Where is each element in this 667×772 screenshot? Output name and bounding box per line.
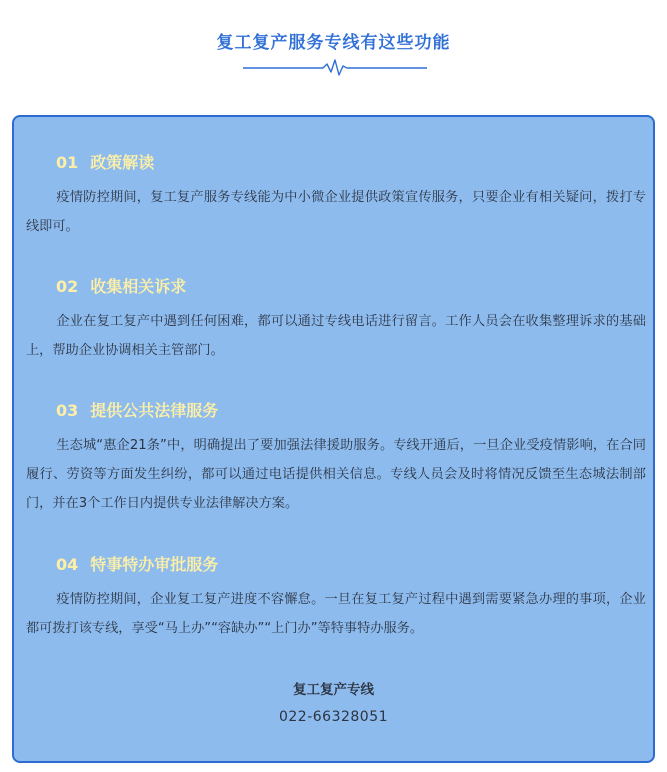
section-heading: 特事特办审批服务 [90, 555, 219, 574]
section-number: 03 [56, 401, 79, 420]
section-title [26, 275, 646, 299]
section-number: 01 [56, 153, 79, 172]
section-heading: 收集相关诉求 [90, 277, 187, 296]
page-title: 复工复产服务专线有这些功能 [216, 33, 451, 53]
section-heading: 政策解读 [90, 153, 155, 172]
hotline-title: 复工复产专线 [293, 682, 374, 698]
section-body: 疫情防控期间，企业复工复产进度不容懈怠。一旦在复工复产过程中遇到需要紧急办理的事项，企业都可拨打该专线，享受“马上办”“容缺办”“上门办”等特事特办服务。 [26, 592, 646, 636]
heartbeat-line-icon [243, 58, 427, 76]
hotline-phone: 022-66328051 [278, 709, 389, 725]
section-policy [26, 151, 646, 241]
section-title [26, 151, 646, 175]
section-number: 02 [56, 277, 79, 296]
content-card [12, 115, 655, 763]
section-body: 疫情防控期间，复工复产服务专线能为中小微企业提供政策宣传服务，只要企业有相关疑问，拨打专线即可。 [26, 190, 646, 234]
section-approval [26, 553, 646, 643]
section-legal [26, 399, 646, 518]
section-title [26, 553, 646, 577]
section-title [26, 399, 646, 423]
section-appeals [26, 275, 646, 365]
section-heading: 提供公共法律服务 [90, 401, 219, 420]
section-body: 企业在复工复产中遇到任何困难，都可以通过专线电话进行留言。工作人员会在收集整理诉求的基础上，帮助企业协调相关主管部门。 [26, 314, 646, 358]
section-number: 04 [56, 555, 79, 574]
section-body: 生态城“惠企21条”中，明确提出了要加强法律援助服务。专线开通后，一旦企业受疫情影响，在合同履行、劳资等方面发生纠纷，都可以通过电话提供相关信息。专线人员会及时将情况反馈至生态城法制部门，并在3个工作日内提供专业法律解决方案。 [26, 438, 646, 511]
